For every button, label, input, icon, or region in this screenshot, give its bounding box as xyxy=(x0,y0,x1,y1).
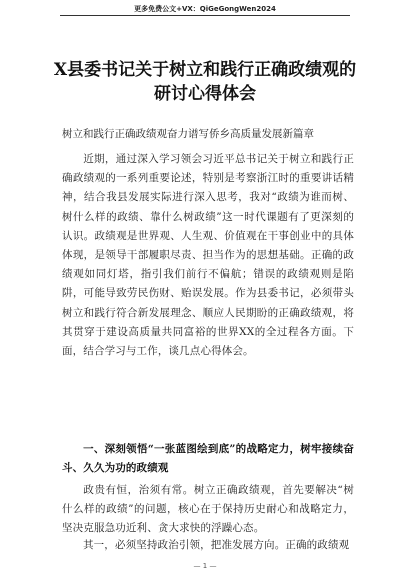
header-divider xyxy=(60,15,350,16)
paragraph-section1 xyxy=(62,481,354,539)
document-subtitle: 树立和践行正确政绩观奋力谱写侨乡高质量发展新篇章 xyxy=(62,128,314,140)
document-title xyxy=(40,58,370,106)
paragraph-section1-text: 政贵有恒，治须有常。树立正确政绩观，首先要解决“树什么样的政绩”的问题，核心在于保持历史耐心和战略定力，坚决克服急功近利、贪大求快的浮躁心态。 xyxy=(62,484,354,535)
section-heading-1 xyxy=(62,440,354,478)
paragraph-intro-text: 近期，通过深入学习领会习近平总书记关于树立和践行正确政绩观的一系列重要论述，特别是考察浙江时的重要讲话精神，结合我县发展实际进行深入思考，我对“政绩为谁而树、树什么样的政绩、靠什么树政绩”这一时代课题有了更深刻的认识。政绩观是世界观、人生观、价值观在干事创业中的具体体现，是领导干部履职尽责、担当作为的思想基础。正确的政绩观如同灯塔，指引我们前行不偏航；错误的政绩观则是陷阱，可能导致劳民伤财、贻误发展。作为县委书记，必须带头树立和践行符合新发展理念、顺应人民期盼的正确政绩观，将其贯穿于建设高质量共同富裕的世界XX的全过程各方面。下面，结合学习与工作，谈几点心得体会。 xyxy=(62,153,354,358)
section-heading-1-text: 一、深刻领悟“一张蓝图绘到底”的战略定力，树牢接续奋斗、久久为功的政绩观 xyxy=(62,443,354,475)
title-line-2: 研讨心得体会 xyxy=(154,84,256,104)
paragraph-intro xyxy=(62,150,354,361)
page-number: — 1 — xyxy=(193,562,217,570)
paragraph-point1 xyxy=(62,536,354,555)
title-line-1: X县委书记关于树立和践行正确政绩观的 xyxy=(53,60,357,80)
page-header: 更多免费公文+VX：QiGeGongWen2024 xyxy=(134,5,276,13)
paragraph-point1-text: 其一，必须坚持政治引领，把准发展方向。正确的政绩观 xyxy=(83,539,350,551)
